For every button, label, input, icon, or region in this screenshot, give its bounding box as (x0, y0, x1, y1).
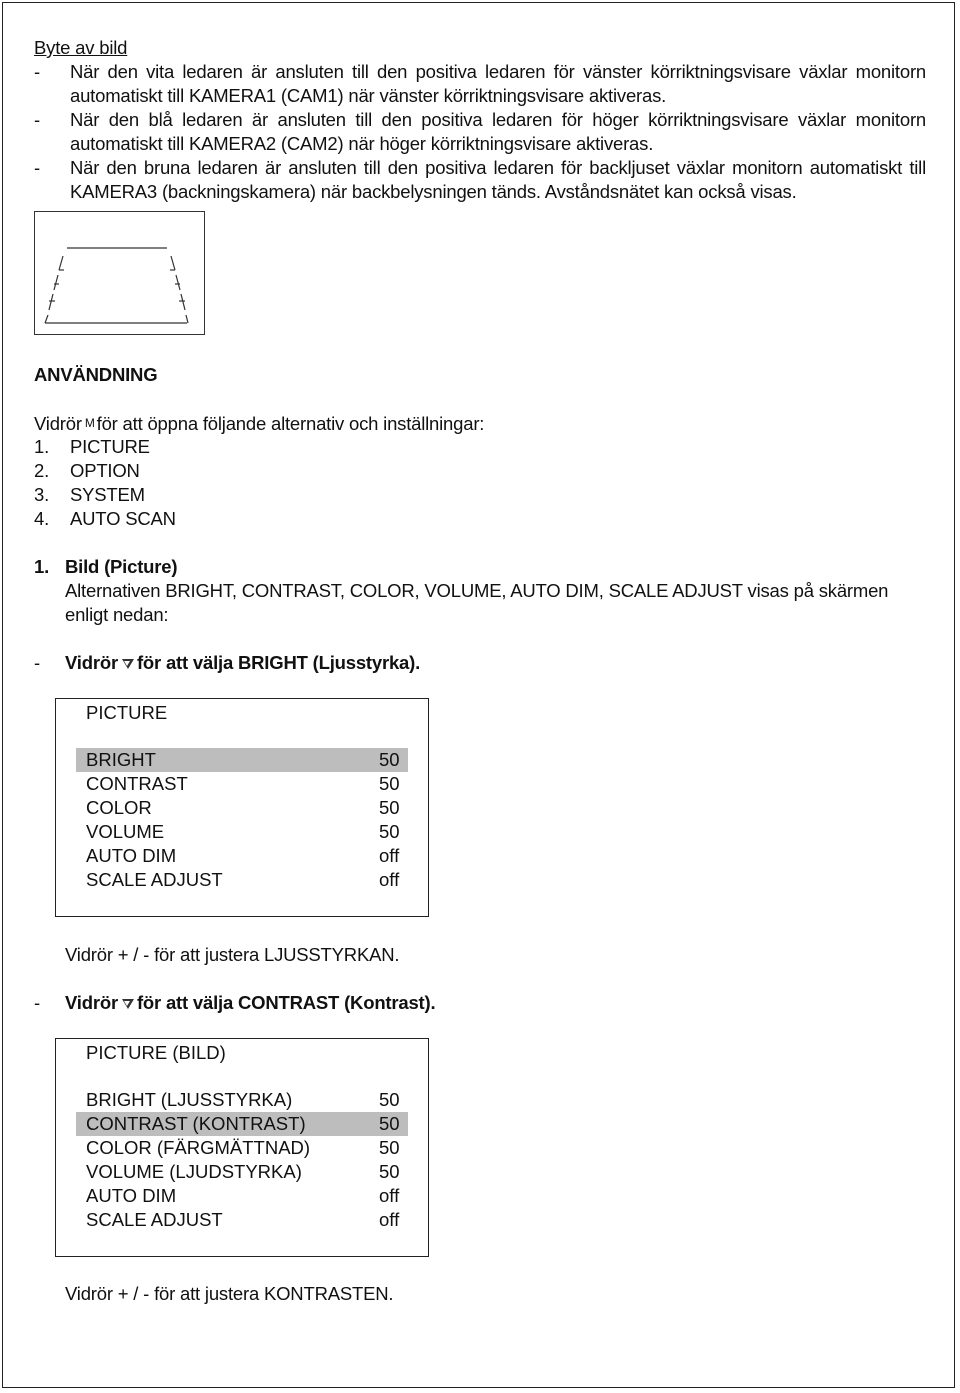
list-item-num: 1. (34, 436, 50, 457)
bullet-dash: - (34, 109, 41, 130)
menu-row-label: AUTO DIM (86, 845, 177, 866)
section-heading-byte-av-bild: Byte av bild (34, 37, 128, 58)
step-dash: - (34, 992, 41, 1013)
step-text-after: för att välja CONTRAST (Kontrast). (136, 992, 436, 1013)
menu-row-label: AUTO DIM (86, 1185, 177, 1206)
menu-row-label: BRIGHT (86, 749, 156, 770)
menu-row-label: BRIGHT (LJUSSTYRKA) (86, 1089, 293, 1110)
menu-row-label: VOLUME (86, 821, 165, 842)
menu-row-volume (76, 820, 408, 844)
step-text-before: Vidrör (65, 652, 118, 673)
menu-row-label: COLOR (86, 797, 152, 818)
step-instruction-contrast (65, 991, 435, 1015)
list-item-auto-scan: AUTO SCAN (70, 508, 176, 529)
distance-grid-diagram (34, 211, 205, 335)
menu-row-value: off (379, 1185, 400, 1206)
down-triangle-icon (122, 999, 134, 1009)
menu-row-scale-adjust (76, 1208, 408, 1232)
menu-row-bright (76, 1088, 408, 1112)
note-adjust-brightness: Vidrör + / - för att justera LJUSSTYRKAN. (65, 944, 400, 965)
menu-row-value: 50 (379, 773, 400, 794)
menu-row-bright (76, 748, 408, 772)
list-item-picture: PICTURE (70, 436, 150, 457)
bullet-text-cam3: När den bruna ledaren är ansluten till den positiva ledaren för backljuset växlar monitorn automatiskt till KAMERA3 (backningskamera) när backbelysningen tänds. Avståndsnätet kan också visas. (70, 157, 926, 202)
menu-row-value: 50 (379, 1161, 400, 1182)
menu-row-auto-dim (76, 844, 408, 868)
menu-row-value: off (379, 845, 400, 866)
menu-row-value: 50 (379, 749, 400, 770)
distance-grid-icon (35, 212, 203, 333)
menu-row-contrast (76, 772, 408, 796)
section-heading-bild: Bild (Picture) (65, 556, 178, 577)
section-body: Alternativen BRIGHT, CONTRAST, COLOR, VOLUME, AUTO DIM, SCALE ADJUST visas på skärmen enligt nedan: (65, 580, 889, 625)
menu-row-value: 50 (379, 1113, 400, 1134)
menu-row-label: SCALE ADJUST (86, 869, 223, 890)
list-item-num: 4. (34, 508, 50, 529)
picture-menu-box (55, 698, 429, 917)
menu-row-auto-dim (76, 1184, 408, 1208)
intro-text-after: för att öppna följande alternativ och inställningar: (96, 413, 485, 434)
bullet-text-cam1: När den vita ledaren är ansluten till den positiva ledaren för vänster körriktningsvisare växlar monitorn automatiskt till KAMERA1 (CAM1) när vänster körriktningsvisare aktiveras. (70, 61, 926, 106)
menu-row-contrast (76, 1112, 408, 1136)
down-triangle-icon (122, 659, 134, 669)
list-item-num: 2. (34, 460, 50, 481)
section-number: 1. (34, 556, 50, 577)
menu-row-label: VOLUME (LJUDSTYRKA) (86, 1161, 302, 1182)
m-icon: M (84, 416, 95, 430)
menu-row-label: CONTRAST (86, 773, 188, 794)
list-item-num: 3. (34, 484, 50, 505)
menu-row-value: off (379, 869, 400, 890)
menu-row-volume (76, 1160, 408, 1184)
menu-title: PICTURE (BILD) (86, 1042, 226, 1063)
menu-row-value: 50 (379, 1137, 400, 1158)
intro-line (34, 411, 484, 436)
menu-row-label: SCALE ADJUST (86, 1209, 223, 1230)
menu-row-value: 50 (379, 797, 400, 818)
note-adjust-contrast: Vidrör + / - för att justera KONTRASTEN. (65, 1283, 394, 1304)
picture-bild-menu-box (55, 1038, 429, 1257)
menu-row-scale-adjust (76, 868, 408, 892)
step-text-after: för att välja BRIGHT (Ljusstyrka). (136, 652, 421, 673)
step-dash: - (34, 652, 41, 673)
list-item-option: OPTION (70, 460, 140, 481)
menu-row-value: 50 (379, 1089, 400, 1110)
section-heading-anvandning: ANVÄNDNING (34, 364, 158, 385)
bullet-text-cam2: När den blå ledaren är ansluten till den positiva ledaren för höger körriktningsvisare växlar monitorn automatiskt till KAMERA2 (CAM2) när höger körriktningsvisare aktiveras. (70, 109, 926, 154)
menu-row-value: 50 (379, 821, 400, 842)
menu-title: PICTURE (86, 702, 168, 723)
step-instruction-bright (65, 651, 420, 675)
list-item-system: SYSTEM (70, 484, 145, 505)
menu-row-value: off (379, 1209, 400, 1230)
menu-row-color (76, 1136, 408, 1160)
menu-row-color (76, 796, 408, 820)
bullet-dash: - (34, 157, 41, 178)
bullet-dash: - (34, 61, 41, 82)
intro-text-before: Vidrör (34, 413, 82, 434)
menu-row-label: COLOR (FÄRGMÄTTNAD) (86, 1137, 311, 1158)
step-text-before: Vidrör (65, 992, 118, 1013)
menu-row-label: CONTRAST (KONTRAST) (86, 1113, 306, 1134)
